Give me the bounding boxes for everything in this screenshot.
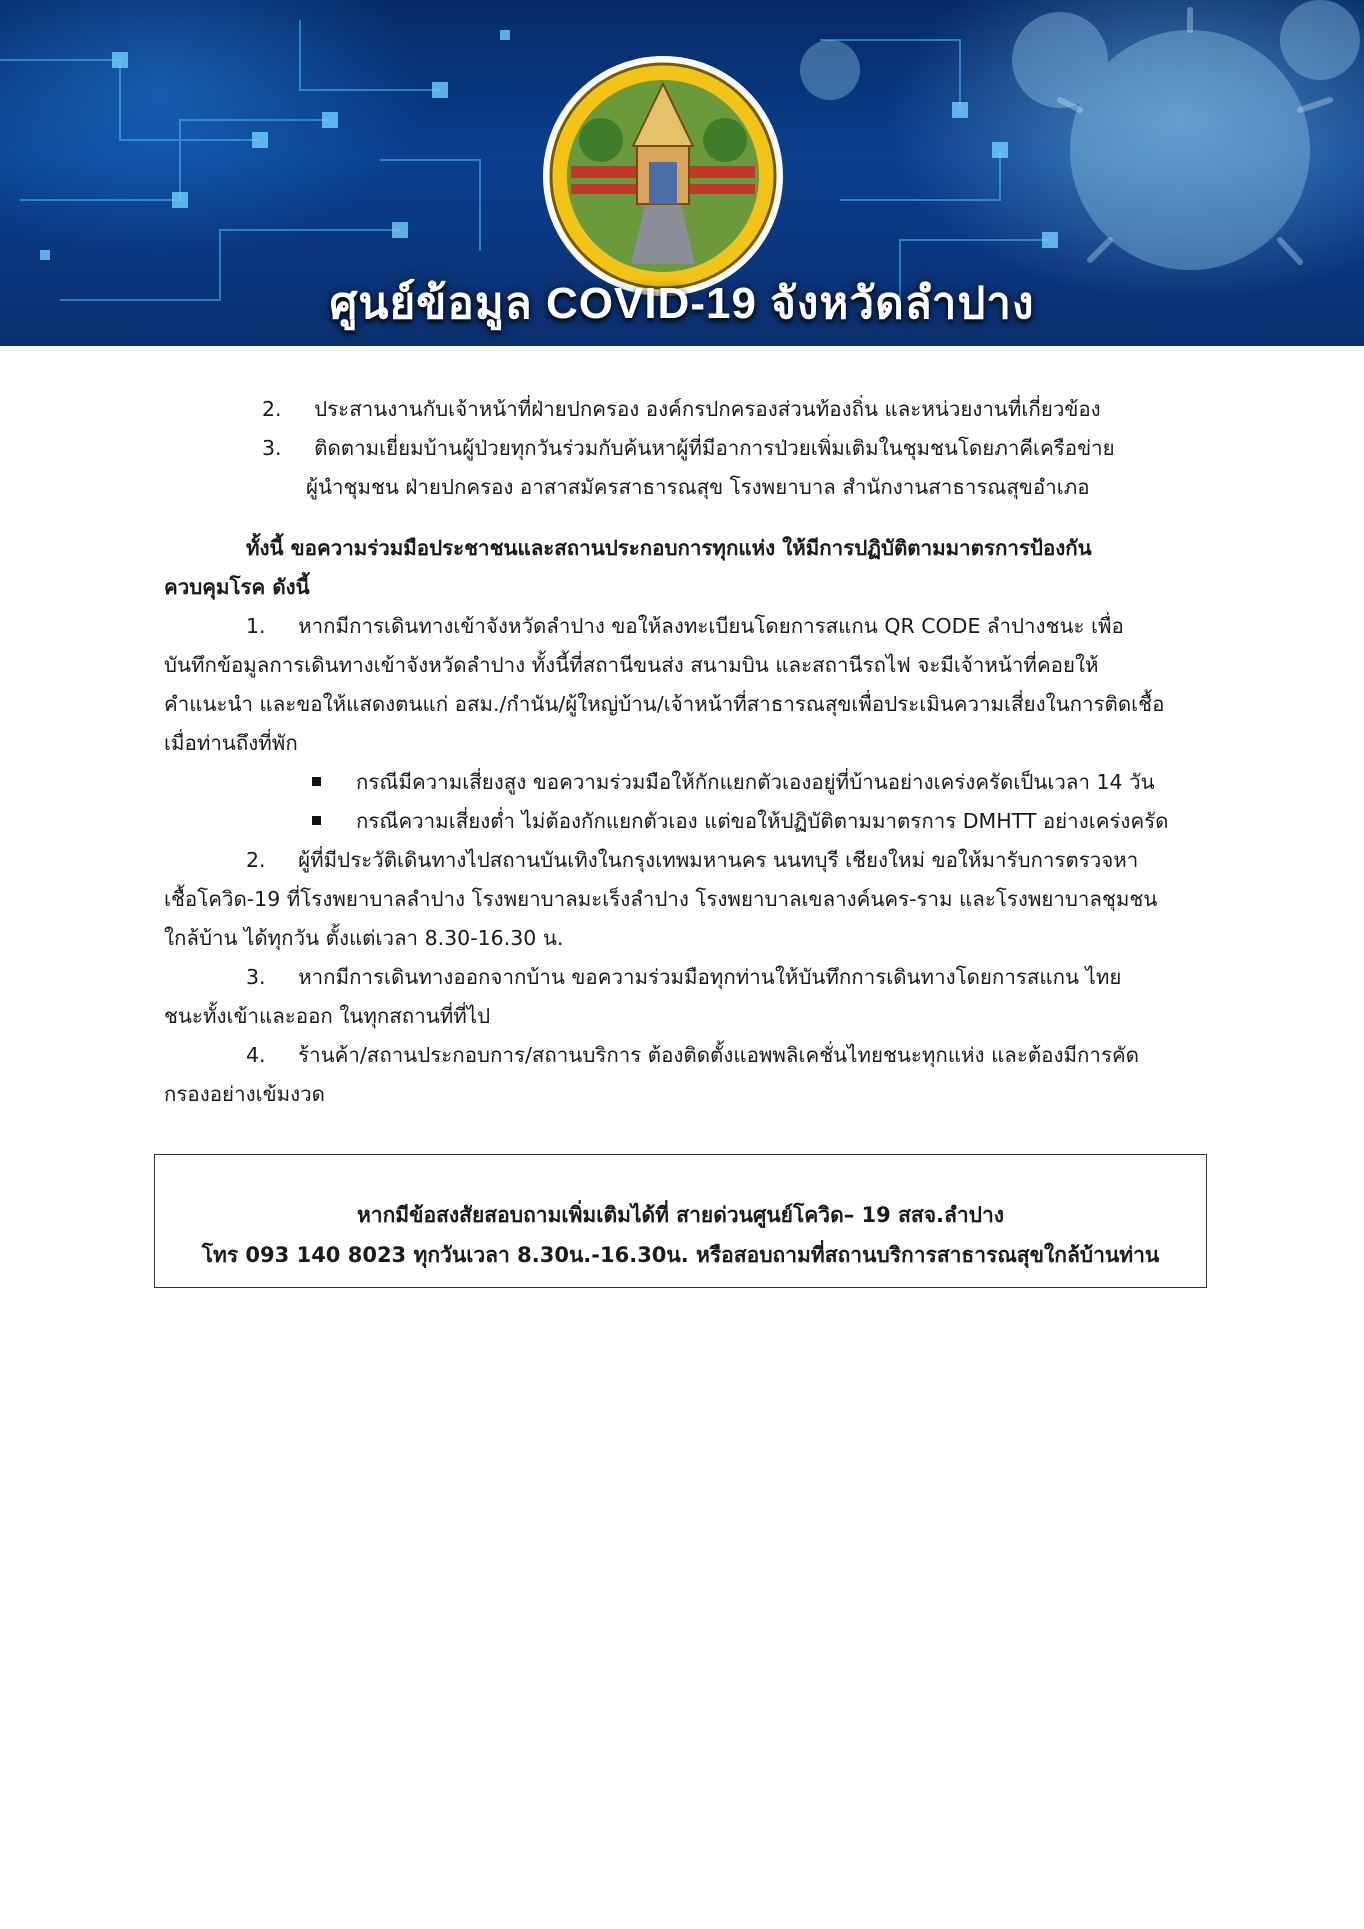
hotline-line-1: หากมีข้อสงสัยสอบถามเพิ่มเติมได้ที่ สายด่วนศูนย์โควิด– 19 สสจ.ลำปาง [356,1203,1005,1227]
rule-2-line: ใกล้บ้าน ได้ทุกวัน ตั้งแต่เวลา 8.30-16.30 น. [164,926,564,950]
rule-1-bullets [164,763,1198,841]
rule-2-line: เชื้อโควิด-19 ที่โรงพยาบาลลำปาง โรงพยาบาลมะเร็งลำปาง โรงพยาบาลเขลางค์นคร-ราม และโรงพยาบาลชุมชน [164,887,1158,911]
lampang-province-seal [541,54,785,298]
measure-3-line-2: ผู้นำชุมชน ฝ่ายปกครอง อาสาสมัครสาธารณสุข โรงพยาบาล สำนักงานสาธารณสุขอำเภอ [306,475,1090,499]
measure-2-line [164,390,1198,429]
rule-3-line: 3. หากมีการเดินทางออกจากบ้าน ขอความร่วมมือทุกท่านให้บันทึกการเดินทางโดยการสแกน ไทย [246,965,1122,989]
rule-4 [164,1036,1198,1114]
bullet-item-low-risk: กรณีความเสี่ยงต่ำ ไม่ต้องกักแยกตัวเอง แต่ขอให้ปฏิบัติตามมาตรการ DMHTT อย่างเคร่งครัด [312,802,1198,841]
announcement-body [164,390,1198,1114]
measure-2-number: 2. [262,397,282,421]
banner-title: ศูนย์ข้อมูล COVID-19 จังหวัดลำปาง [329,279,1035,328]
measure-3-number: 3. [262,436,282,460]
rule-1-line: คำแนะนำ และขอให้แสดงตนแก่ อสม./กำนัน/ผู้ใหญ่บ้าน/เจ้าหน้าที่สาธารณสุขเพื่อประเมินความเสี่ยงในการติดเชื้อ [164,692,1165,716]
rule-1 [164,607,1198,841]
hotline-line-2: โทร 093 140 8023 ทุกวันเวลา 8.30น.-16.30น. หรือสอบถามที่สถานบริการสาธารณสุขใกล้บ้านท่าน [201,1243,1160,1267]
rule-1-line: เมื่อท่านถึงที่พัก [164,731,298,755]
measure-3-line [164,429,1198,468]
rule-1-line: 1. หากมีการเดินทางเข้าจังหวัดลำปาง ขอให้ลงทะเบียนโดยการสแกน QR CODE ลำปางชนะ เพื่อ [246,614,1124,638]
bullet-item-high-risk: กรณีมีความเสี่ยงสูง ขอความร่วมมือให้กักแยกตัวเองอยู่ที่บ้านอย่างเคร่งครัดเป็นเวลา 14 วัน [312,763,1198,802]
request-heading-line-1: ทั้งนี้ ขอความร่วมมือประชาชนและสถานประกอบการทุกแห่ง ให้มีการปฏิบัติตามมาตรการป้องกัน [246,536,1092,560]
rule-3 [164,958,1198,1036]
rule-2-line: 2. ผู้ที่มีประวัติเดินทางไปสถานบันเทิงในกรุงเทพมหานคร นนทบุรี เชียงใหม่ ขอให้มารับการตรวจหา [246,848,1139,872]
rule-2 [164,841,1198,958]
rule-4-line: กรองอย่างเข้มงวด [164,1082,325,1106]
rule-3-line: ชนะทั้งเข้าและออก ในทุกสถานที่ที่ไป [164,1004,491,1028]
measure-item [164,429,1198,507]
hotline-contact-box [154,1154,1207,1288]
measure-3-text: ติดตามเยี่ยมบ้านผู้ป่วยทุกวันร่วมกับค้นหาผู้ที่มีอาการป่วยเพิ่มเติมในชุมชนโดยภาคีเครือข่าย [314,436,1115,460]
measure-2-text: ประสานงานกับเจ้าหน้าที่ฝ่ายปกครอง องค์กรปกครองส่วนท้องถิ่น และหน่วยงานที่เกี่ยวข้อง [314,397,1101,421]
rule-4-line: 4. ร้านค้า/สถานประกอบการ/สถานบริการ ต้องติดตั้งแอพพลิเคชั่นไทยชนะทุกแห่ง และต้องมีการคัด [246,1043,1139,1067]
measure-item [164,390,1198,429]
header-banner [0,0,1364,346]
rule-1-line: บันทึกข้อมูลการเดินทางเข้าจังหวัดลำปาง ทั้งนี้ที่สถานีขนส่ง สนามบิน และสถานีรถไฟ จะมีเจ้าหน้าที่คอยให้ [164,653,1099,677]
request-heading-line-2: ควบคุมโรค ดังนี้ [164,575,310,599]
